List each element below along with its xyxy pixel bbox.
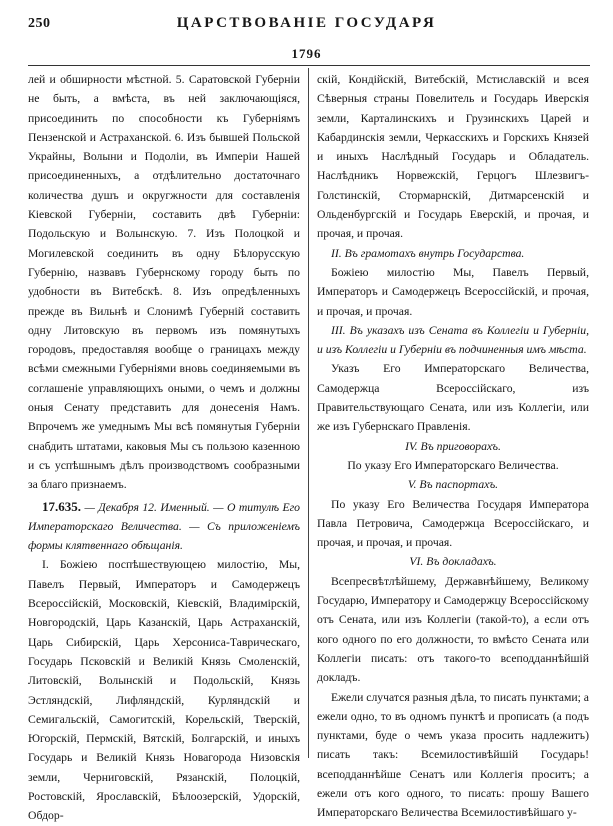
right-column (317, 70, 589, 820)
right-paragraph-continued: скій, Кондійскій, Витебскій, Мстиславскій и всея Сѣверныя страны Повелитель и Государь Иверскія земли, Карталинскихъ и Грузинскихъ Царей и Кабардинскія земли, Черкасскихъ и Горскихъ Князей и иныхъ Наслѣдный Государь и Обладатель. Наслѣдникъ Норвежскій, Герцогъ Шлезвигъ-Голстинскій, Стормарнскій, Дитмарсенскій и Ольденбургскій и Государь Еверскій, и прочая, и прочая, и прочая. (317, 73, 589, 241)
column-divider (308, 68, 309, 758)
year-heading: 1796 (291, 46, 322, 61)
left-paragraph-continued: лей и обширности мѣстной. 5. Саратовской Губерніи не быть, а вмѣста, въ ней заключающіяся, присоединить по способности къ Губерніямъ Пензенской и Астраханской. 6. Изъ бывшей Польской Украйны, Волыни и Подоліи, въ Имперіи Нашей присоединенныхъ, а отдѣлительно достаточнаго количества душъ и округжности для составленія Кіевской Губерніи, составить двѣ Губерніи: Подольскую и Волынскую. 7. Изъ Полоцкой и Могилевской соединить въ одну Бѣлорусскую Губернію, назвавъ Губернскому городу быть по удобности въ Витебскѣ. 8. Изъ опредѣленныхъ прежде въ Вильнѣ и Слонимѣ Губерній составить одну Литовскую въ первомъ изъ помянутыхъ городовъ, предоставляя вообще о границахъ между всѣми смежными Губерніями вновь соединяемыми въ соглашеніе управляющихъ оными, о чемъ и должны оныя Сенату представить для донесенія Намъ. Впрочемъ же умеднымъ Мы всѣ помянутыя Губерніи снабдить штатами, каковыя Мы съ пользою казенною и съ успѣшнымъ дѣлъ производствомъ сообразными за благо признаемъ. (28, 73, 300, 492)
section-text-7: Ежели случатся разныя дѣла, то писать пунктами; а ежели одно, то въ одномъ пунктѣ и прописать (а подъ пунктами, буде о чемъ указа просить надлежитъ) писать такъ: Всемилостивѣйшій Государь! всеподданнѣйше Сенатъ или Коллегія проситъ; а ежели отъ кого одного, то писать: прошу Вашего Императорскаго Величества Всемилостивѣйшаго у- (317, 690, 589, 820)
section-heading-4: IV. Въ приговорахъ. (405, 439, 501, 453)
section-text-6: Всепресвѣтлѣйшему, Державнѣйшему, Великому Государю, Императору и Самодержцу Всероссійскому отъ Сената, или изъ Коллегіи (такой-то), а если отъ кого одного по его должности, то вмѣсто Сената или Коллегіи писать: отъ такого-то всеподданнѣйшій докладъ. (317, 574, 589, 685)
decree-number: 17.635. (42, 498, 81, 514)
page-number: 250 (28, 16, 51, 31)
section-text-4: По указу Его Императорскаго Величества. (347, 458, 559, 472)
section-text-5: По указу Его Величества Государя Императора Павла Петровича, Самодержца Всероссійскаго, и прочая, и прочая, и прочая. (317, 497, 589, 550)
header-rule (28, 65, 590, 66)
left-column (28, 70, 300, 823)
section-heading-2: II. Въ грамотахъ внутрь Государства. (331, 246, 525, 260)
decree-heading (28, 497, 300, 556)
section-heading-3: III. Въ указахъ изъ Сената въ Коллегіи и Губерніи, и изъ Коллегіи и Губерніи въ подчиненныя имъ мѣста. (317, 323, 589, 357)
title-paragraph: I. Божіею поспѣшествующею милостію, Мы, Павелъ Первый, Императоръ и Самодержецъ Всероссійскій, Московскій, Кіевскій, Владимірскій, Новгородскій, Царь Казанскій, Царь Астраханскій, Царь Сибирскій, Царь Херсониса-Таврическаго, Государь Псковскій и Великій Князь Смоленскій, Литовскій, Волынскій и Подольскій, Князь Эстляндскій, Лифляндскій, Курляндскій и Семигальскій, Самогитскій, Корельскій, Тверскій, Югорскій, Пермскій, Вятскій, Болгарскій, и иныхъ Государь и Великій Князь Новагорода Низовскія земли, Черниговскій, Рязанскій, Полоцкій, Ростовскій, Ярославскій, Бѣлоозерскій, Удорскій, Обдор- (28, 558, 300, 823)
section-heading-6: VI. Въ докладахъ. (409, 555, 497, 569)
running-title: ЦАРСТВОВАНІЕ ГОСУДАРЯ (176, 15, 437, 31)
section-heading-5: V. Въ паспортахъ. (407, 478, 499, 492)
decree-title: — Декабря 12. Именный. — О титулѣ Его Императорскаго Величества. — Съ приложеніемъ формы клятвеннаго обѣщанія. (28, 500, 300, 553)
section-text-3: Указъ Его Императорскаго Величества, Самодержца Всероссійскаго, изъ Правительствующаго Сената, или изъ Коллегіи, или же изъ Губернскаго Правленія. (317, 362, 589, 434)
section-text-2: Божіею милостію Мы, Павелъ Первый, Императоръ и Самодержецъ Всероссійскій, и прочая, и прочая, и прочая. (317, 265, 589, 318)
